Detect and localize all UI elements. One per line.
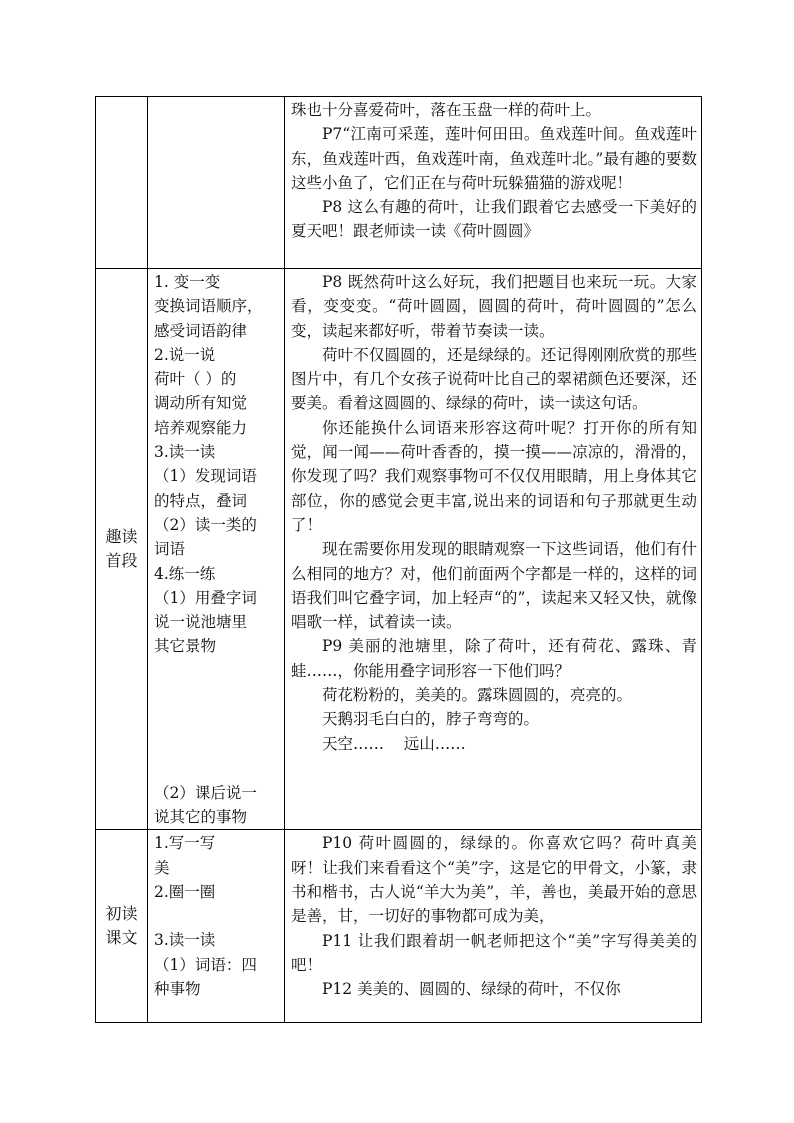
content-paragraph: 荷花粉粉的，美美的。露珠圆圆的，亮亮的。 [322, 686, 633, 705]
stage-label: 初读课文 [105, 904, 138, 948]
content-paragraph: 珠也十分喜爱荷叶，落在玉盘一样的荷叶上。 [291, 101, 602, 119]
activity-line: （1）词语：四 [154, 955, 257, 974]
stage-label-cell [96, 269, 148, 830]
activity-line: 种事物 [154, 979, 201, 998]
content-paragraph: P12 美美的、圆圆的、绿绿的荷叶，不仅你 [322, 980, 621, 999]
table-row [96, 830, 702, 1023]
activity-line: 的特点，叠词 [154, 491, 248, 510]
stage-label-cell [96, 97, 148, 269]
activity-line: 2.圈一圈 [154, 882, 216, 901]
content-paragraph: 你还能换什么词语来形容这荷叶呢？打开你的所有知觉，闻一闻——荷叶香香的，摸一摸——凉凉的，滑滑的，你发现了吗？我们观察事物可不仅仅用眼睛，用上身体其它部位，你的感觉会更丰富,说出来的词语和句子那就更生动了！ [291, 418, 697, 534]
activity-line: 培养观察能力 [154, 418, 248, 437]
content-paragraph: P10 荷叶圆圆的，绿绿的。你喜欢它吗？荷叶真美呀！让我们来看看这个“美”字，这是它的甲骨文，小篆，隶书和楷书，古人说“羊大为美”，羊，善也，美最开始的意思是善，甘，一切好的事物都可成为美， [291, 834, 697, 926]
activity-line: 其它景物 [154, 637, 217, 656]
activity-line: 荷叶（ ）的 [154, 370, 237, 389]
content-paragraph: P8 既然荷叶这么好玩，我们把题目也来玩一玩。大家看，变变变。“荷叶圆圆，圆圆的荷叶，荷叶圆圆的”怎么变，读起来都好听，带着节奏读一读。 [291, 273, 697, 340]
content-cell [285, 97, 702, 269]
content-cell [285, 269, 702, 830]
content-paragraph: P9 美丽的池塘里，除了荷叶，还有荷花、露珠、青蛙……，你能用叠字词形容一下他们吗？ [291, 637, 697, 680]
activity-cell [148, 97, 285, 269]
activity-line: 1.写一写 [154, 834, 216, 853]
activity-line: 说其它的事物 [154, 808, 248, 827]
content-paragraph: 荷叶不仅圆圆的，还是绿绿的。还记得刚刚欣赏的那些图片中，有几个女孩子说荷叶比自己的翠裙颜色还要深，还要美。看着这圆圆的、绿绿的荷叶，读一读这句话。 [291, 345, 697, 413]
activity-line: 1. 变一变 [154, 273, 221, 291]
activity-line: 变换词语顺序， [154, 297, 263, 316]
content-paragraph: 天空…… 远山…… [322, 734, 466, 753]
activity-line: 说一说池塘里 [154, 613, 248, 632]
table-row [96, 269, 702, 830]
content-paragraph: P7“江南可采莲，莲叶何田田。鱼戏莲叶间。鱼戏莲叶东，鱼戏莲叶西，鱼戏莲叶南，鱼戏莲叶北。”最有趣的要数这些小鱼了，它们正在与荷叶玩躲猫猫的游戏呢！ [291, 125, 697, 192]
activity-line: （2）课后说一 [154, 783, 257, 802]
activity-line: 调动所有知觉 [154, 394, 248, 413]
activity-line: 4.练一练 [154, 564, 216, 583]
stage-label: 趣读首段 [105, 527, 138, 571]
activity-line: 2.说一说 [154, 345, 216, 364]
activity-line: 3.读一读 [154, 443, 216, 462]
activity-line: （1）用叠字词 [154, 588, 257, 607]
activity-line: 词语 [154, 540, 186, 559]
content-paragraph: P8 这么有趣的荷叶，让我们跟着它去感受一下美好的夏天吧！跟老师读一读《荷叶圆圆》 [291, 198, 697, 241]
activity-line: （1）发现词语 [154, 467, 257, 486]
activity-line: 美 [154, 858, 170, 877]
activity-cell [148, 830, 285, 1023]
activity-line: （2）读一类的 [154, 515, 257, 534]
content-paragraph: P11 让我们跟着胡一帆老师把这个“美”字写得美美的吧！ [291, 931, 697, 974]
content-cell [285, 830, 702, 1023]
activity-cell [148, 269, 285, 830]
table-row [96, 97, 702, 269]
activity-line: 3.读一读 [154, 931, 216, 950]
content-paragraph: 现在需要你用发现的眼睛观察一下这些词语，他们有什么相同的地方？对，他们前面两个字都是一样的，这样的词语我们叫它叠字词，加上轻声“的”，读起来又轻又快，就像唱歌一样，试着读一读。 [291, 540, 697, 632]
activity-line: 感受词语韵律 [154, 321, 248, 340]
activity-line [154, 904, 280, 928]
lesson-plan-table [95, 96, 702, 1023]
content-paragraph: 天鹅羽毛白白的，脖子弯弯的。 [322, 710, 540, 729]
stage-label-cell [96, 830, 148, 1023]
